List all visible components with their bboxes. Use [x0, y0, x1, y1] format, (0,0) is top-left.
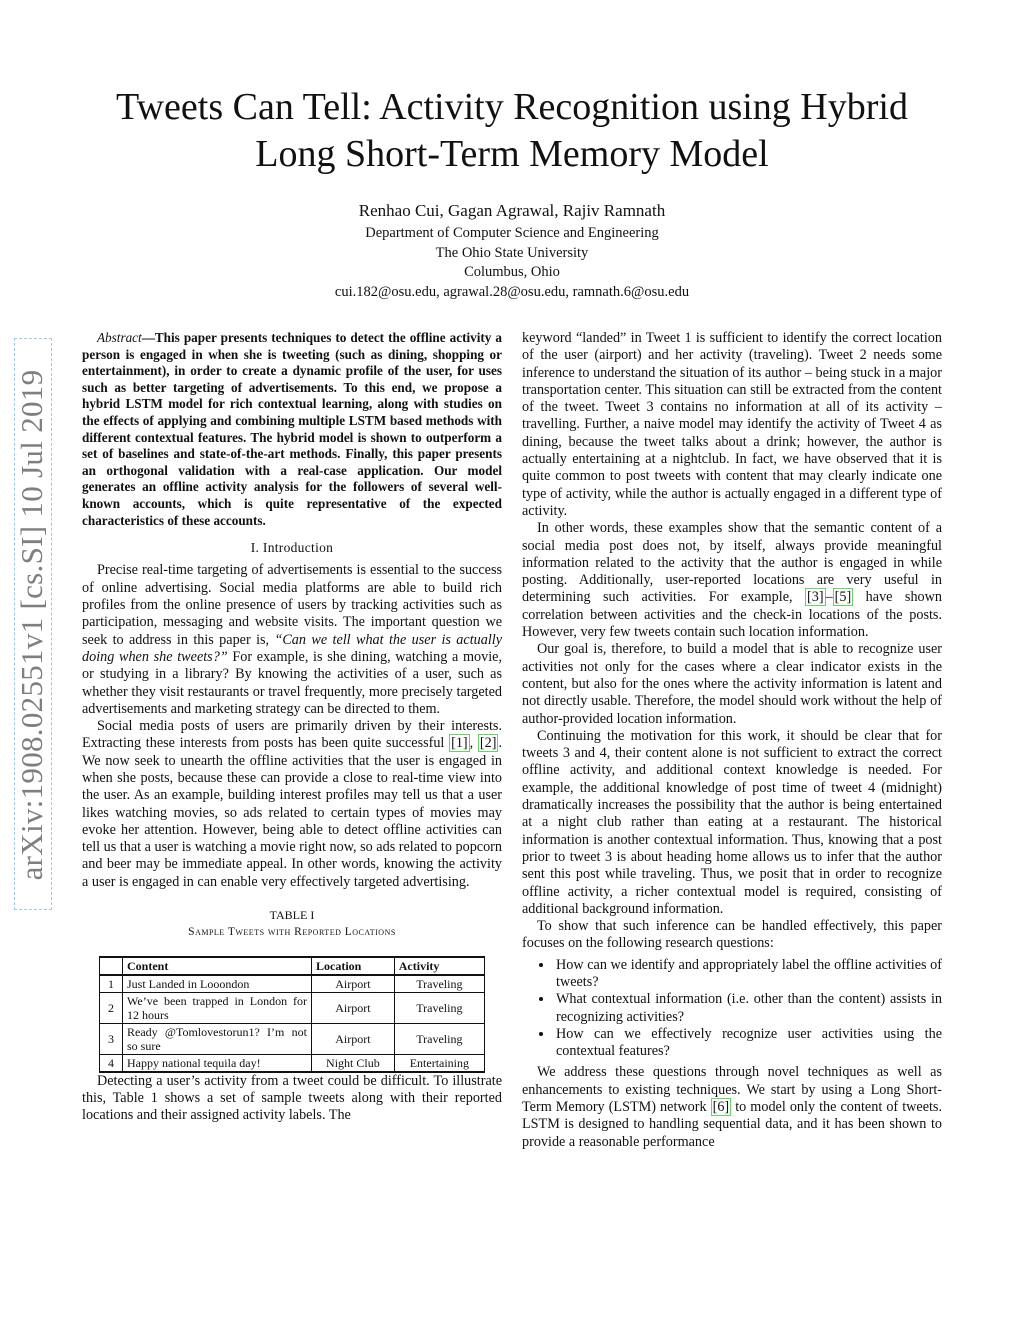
- right-column: [522, 330, 942, 1151]
- city: Columbus, Ohio: [464, 264, 560, 280]
- right-paragraph-6: [522, 1064, 942, 1150]
- table-cell-content: Just Landed in Looondon: [123, 975, 312, 993]
- list-item: • How can we identify and appropriately label the offline activities of tweets?: [554, 957, 942, 992]
- table-row: [100, 975, 485, 993]
- list-item: • What contextual information (i.e. other than the content) assists in recognizing activities?: [554, 991, 942, 1026]
- right-paragraph-3: Our goal is, therefore, to build a model that is able to recognize user activities not only for the cases where a clear indicator exists in the content, but also for the ones where the activity information is latent and not directly usable. Therefore, the model should work without the help of author-provided location information.: [522, 641, 942, 727]
- table-header-location: Location: [312, 957, 395, 975]
- table-cell-location: Airport: [312, 1023, 395, 1054]
- table-header-index: [100, 957, 123, 975]
- right-paragraph-5: To show that such inference can be handled effectively, this paper focuses on the following research questions:: [522, 918, 942, 952]
- right-paragraph-2: [522, 520, 942, 641]
- title-line-1: Tweets Can Tell: Activity Recognition using Hybrid: [116, 86, 908, 128]
- right-p2-text-a: In other words, these examples show that the semantic content of a social media post does not, by itself, always provide meaningful information related to the activity that the author is engaged in while posting. Additionally, user-reported locations are very useful in determining such activities. For example,: [522, 520, 942, 606]
- citation-link-1[interactable]: [1]: [451, 735, 468, 752]
- citation-range-dash: –: [825, 589, 833, 606]
- table-cell-index: 1: [100, 975, 123, 993]
- right-p2-text-b: have shown correlation between activities and the check-in locations of the posts. However, very few tweets contain such location information.: [522, 589, 942, 641]
- university: The Ohio State University: [435, 244, 589, 261]
- table-cell-location: Airport: [312, 992, 395, 1023]
- table-row: [100, 1023, 485, 1054]
- table-cell-location: Night Club: [312, 1054, 395, 1072]
- intro-p2-text-a: Social media posts of users are primarily driven by their interests. Extracting these interests from posts has been quite successful: [82, 718, 502, 752]
- table-caption: TABLE I: [269, 908, 315, 923]
- abstract-label: Abstract: [97, 330, 142, 345]
- intro-paragraph-2: [82, 718, 502, 891]
- intro-paragraph-1: [82, 562, 502, 718]
- table-cell-index: 2: [100, 992, 123, 1023]
- paper-title: [0, 84, 1024, 178]
- right-p6-text-b: to model only the content of tweets. LSTM is designed to handling sequential data, and it has been shown to provide a reasonable performance: [522, 1099, 942, 1150]
- abstract-text: —This paper presents techniques to detect the offline activity a person is engaged in when she is tweeting (such as dining, shopping or entertainment), in order to create a dynamic profile of the user, for uses such as better targeting of advertisements. To this end, we propose a hybrid LSTM model for rich contextual learning, along with studies on the effects of applying and combining multiple LSTM based methods with different contextual features. The hybrid model is shown to outperform a set of baselines and state-of-the-art methods. Finally, this paper presents an orthogonal validation with a real-case application. Our model generates an offline activity analysis for the followers of several well-known accounts, which is quite representative of the expected characteristics of these accounts.: [82, 330, 502, 528]
- table-cell-index: 4: [100, 1054, 123, 1072]
- affiliation: [0, 224, 1024, 302]
- left-column: [82, 330, 502, 1125]
- table-title: Sample Tweets with Reported Locations: [188, 926, 396, 939]
- right-p6-text-a: We address these questions through novel techniques as well as enhancements to existing techniques. We start by using a Long Short-Term Memory (LSTM) network: [522, 1064, 942, 1116]
- citation-link-3[interactable]: [3]: [807, 589, 824, 606]
- research-questions-list: [522, 957, 942, 1061]
- table-cell-activity: Traveling: [394, 1023, 484, 1054]
- table-cell-location: Airport: [312, 975, 395, 993]
- emails: cui.182@osu.edu, agrawal.28@osu.edu, ramnath.6@osu.edu: [334, 283, 690, 300]
- author-list: Renhao Cui, Gagan Agrawal, Rajiv Ramnath: [358, 201, 666, 220]
- table-cell-index: 3: [100, 1023, 123, 1054]
- citation-link-5[interactable]: [5]: [834, 589, 852, 606]
- right-paragraph-4: Continuing the motivation for this work, it should be clear that for tweets 3 and 4, their content alone is not sufficient to extract the correct offline activity, and additional context knowledge is needed. For example, the additional knowledge of post time of tweet 4 (midnight) dramatically increases the possibility that the author is being entertained at a night club rather than eating at a restaurant. The historical information is another contextual information. Thus, knowing that a post prior to tweet 3 is about heading home allows us to infer that the author sent this post while traveling. Thus, we posit that in order to recognize offline activity, a richer contextual model is required, consisting of additional background information.: [522, 727, 942, 917]
- intro-p1-text-b: For example, is she dining, watching a movie, or studying in a library? By knowing the activities of a user, such as whether they visit restaurants or travel frequently, more precisely targeted advertisements and marketing strategy can be directed to them.: [82, 648, 502, 717]
- intro-p2-text-b: . We now seek to unearth the offline activities that the user is engaged in when she posts, because these can provide a close to real-time view into the user. As an example, building interest profiles may tell us that a user likes watching movies, so ads related to certain types of movies may evoke her attention. However, being able to detect offline activities can tell us that a user is watching a movie right now, so ads related to popcorn and beer may be immediate appeal. In other words, knowing the activity a user is engaged in can enable very effectively targeted advertising.: [82, 735, 502, 890]
- table-cell-activity: Traveling: [394, 975, 484, 993]
- abstract: [82, 330, 502, 529]
- citation-link-2[interactable]: [2]: [479, 735, 497, 752]
- table-cell-activity: Entertaining: [394, 1054, 484, 1072]
- title-line-2: Long Short-Term Memory Model: [255, 133, 769, 175]
- section-heading-introduction: I. Introduction: [250, 540, 334, 556]
- table-row: [100, 992, 485, 1023]
- paper-header: [0, 84, 1024, 302]
- table-row: [100, 1054, 485, 1072]
- intro-question: “Can we tell what the user is actually doing when she tweets?”: [82, 631, 502, 665]
- table-cell-content: Happy national tequila day!: [123, 1054, 312, 1072]
- arxiv-id-text: arXiv:1908.02551v1 [cs.SI] 10 Jul 2019: [14, 369, 49, 881]
- left-closing-paragraph: Detecting a user’s activity from a tweet could be difficult. To illustrate this, Table 1 shows a set of sample tweets along with their reported locations and their assigned activity labels. The: [82, 1072, 502, 1124]
- sample-tweets-table: [99, 956, 485, 1073]
- right-paragraph-1: keyword “landed” in Tweet 1 is sufficient to identify the correct location of the user (airport) and her activity (traveling). Tweet 2 needs some inference to understand the situation of its author – being stuck in a major transportation center. This situation can still be extracted from the content of the tweet. Tweet 3 contains no information at all of its activity – travelling. Further, a naive model may identify the activity of Tweet 4 as dining, because the tweet talks about a drink; however, the author is actually entertaining at a nightclub. In fact, we have observed that it is quite common to post tweets with content that may clearly indicate one type of activity, while the author is actually engaged in a different type of activity.: [522, 330, 942, 519]
- intro-p1-text-a: Precise real-time targeting of advertisements is essential to the success of online advertising. Social media platforms are able to build rich profiles from the online presence of users by tracking activities such as participation, messaging and website visits. The important question we seek to address in this paper is,: [82, 562, 502, 648]
- table-cell-activity: Traveling: [394, 992, 484, 1023]
- table-cell-content: Ready @Tomlovestorun1? I’m not so sure: [123, 1023, 312, 1054]
- table-header-content: Content: [123, 957, 312, 975]
- arxiv-sidebar-id: [12, 340, 52, 910]
- table-header-row: [100, 957, 485, 975]
- citation-link-6[interactable]: [6]: [712, 1099, 730, 1116]
- table-cell-content: We’ve been trapped in London for 12 hours: [123, 992, 312, 1023]
- citation-separator: ,: [469, 735, 478, 752]
- table-header-activity: Activity: [394, 957, 484, 975]
- department: Department of Computer Science and Engineering: [365, 225, 659, 241]
- list-item: • How can we effectively recognize user activities using the contextual features?: [554, 1026, 942, 1061]
